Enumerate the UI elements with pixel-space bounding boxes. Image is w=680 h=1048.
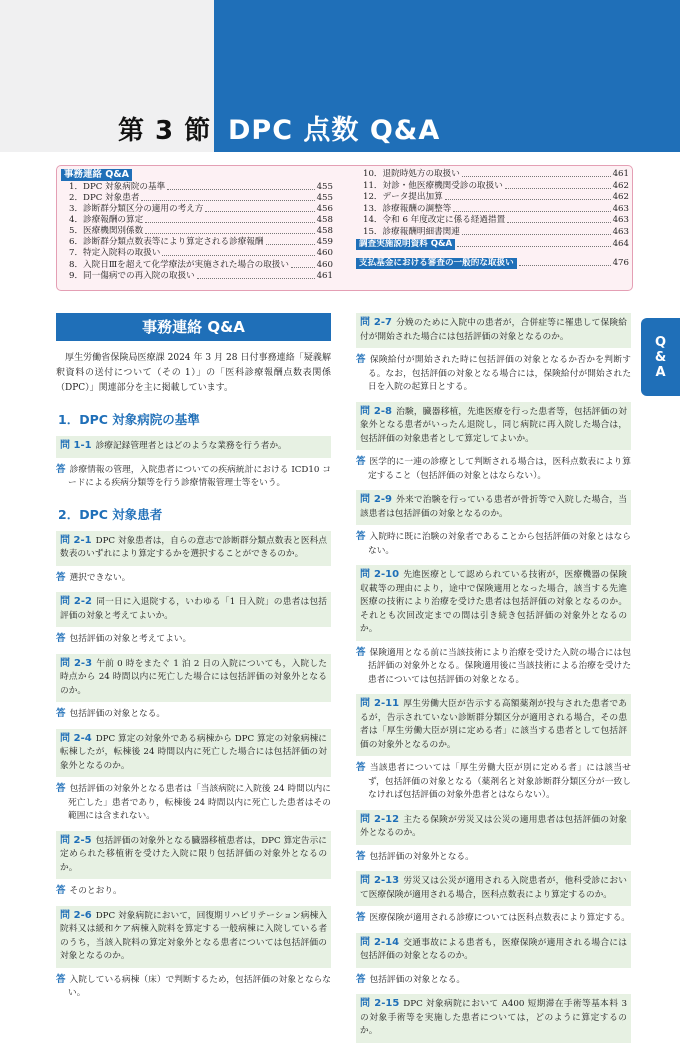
- toc-item[interactable]: 5．医療機関別係数 458: [69, 226, 333, 236]
- toc-heading-shiharai[interactable]: 支払基金における審査の一般的な取扱い 476: [356, 258, 629, 269]
- side-tab-q: Q: [654, 334, 667, 350]
- side-tab-a: A: [655, 364, 666, 380]
- qa-side-tab[interactable]: [641, 318, 680, 396]
- toc-item[interactable]: 3．診断群分類区分の適用の考え方 456: [69, 204, 333, 214]
- answer: 答 入院している病棟（床）で判断するため，包括評価の対象とならない。: [56, 973, 331, 998]
- question-box: 問 2-8 治験，臓器移植，先進医療を行った患者等，包括評価の対象外となる患者がいったん退院し，同じ病院に再入院した場合は，包括評価の対象患者として算定してよいか。: [356, 402, 631, 451]
- subheading-2: 2．DPC 対象患者: [58, 506, 163, 522]
- toc-item[interactable]: 11．対診・他医療機関受診の取扱い 462: [363, 181, 629, 191]
- answer: 答 包括評価の対象と考えてよい。: [56, 633, 192, 644]
- answer: 答 選択できない。: [56, 571, 131, 583]
- question-box: 問 2-4 DPC 算定の対象外である病棟から DPC 算定の対象病棟に転棟したが，転棟後 24 時間以内に死亡した場合には包括評価の対象外となるのか。: [56, 729, 331, 778]
- question-box: 問 2-7 分娩のために入院中の患者が，合併症等に罹患して保険給付が開始された場合には包括評価の対象となるのか。: [356, 313, 631, 348]
- toc-item[interactable]: 6．診断群分類点数表等により算定される診療報酬 459: [69, 237, 333, 247]
- answer: 答 保険給付が開始された時に包括評価の対象となるか否かを判断する。なお，包括評価の対象となる場合には，保険給付が開始された日を入院の起算日とする。: [356, 354, 631, 392]
- question-box: 問 2-1 DPC 対象患者は，自らの意志で診断群分類点数表と医科点数表のいずれにより算定するかを選択することができるのか。: [56, 531, 331, 566]
- left-column: [56, 313, 331, 1008]
- toc-item[interactable]: 14．令和 6 年度改定に係る経過措置 463: [363, 215, 629, 225]
- question-box: 問 2-5 包括評価の対象外となる臓器移植患者は，DPC 算定告示に定められた移植術を受けた入院に限り包括評価の対象外となるのか。: [56, 831, 331, 880]
- answer: 答 包括評価の対象外となる患者は「当該病院に入院後 24 時間以内に死亡した」患者であり，転棟後 24 時間以内に死亡した患者はその範囲には含まれない。: [56, 783, 331, 821]
- subheading-1: 1．DPC 対象病院の基準: [58, 412, 200, 427]
- answer: 答 保険適用となる前に当該技術により治療を受けた入院の場合には包括評価の対象外となる。保険適用後に当該技術による治療を受けた患者については包括評価の対象となる。: [356, 646, 631, 685]
- answer: 答 そのとおり。: [56, 885, 122, 896]
- section-heading: 事務連絡 Q&A: [56, 313, 331, 341]
- answer: 答 包括評価の対象となる。: [56, 708, 166, 719]
- question-box: 問 2-9 外来で治験を行っている患者が骨折等で入院した場合，当該患者は包括評価の対象となるのか。: [356, 490, 631, 525]
- toc-item[interactable]: 13．診療報酬の調整等 463: [363, 204, 629, 214]
- toc-item[interactable]: 1．DPC 対象病院の基準 455: [69, 182, 333, 192]
- question-box: 問 2-15 DPC 対象病院において A400 短期滞在手術等基本料 3 の対象手術等を実施した患者については，どのように算定するのか。: [356, 994, 631, 1043]
- question-box: 問 2-12 主たる保険が労災又は公災の適用患者は包括評価の対象外となるのか。: [356, 810, 631, 845]
- toc-item[interactable]: 12．データ提出加算 462: [363, 192, 629, 202]
- toc-item[interactable]: 9．同一傷病での再入院の取扱い 461: [69, 271, 333, 281]
- question-box: 問 2-10 先進医療として認められている技術が，医療機器の保険収載等の理由により，途中で保険適用となった場合，該当する先進医療の技術により治療を受けた患者は包括評価の対象となるのか。それとも次回改定までの間は引き続き包括評価の対象外となるのか。: [356, 565, 631, 641]
- table-of-contents: [56, 165, 633, 291]
- question-box: 問 2-11 厚生労働大臣が告示する高額薬剤が投与された患者であるが，告示されていない診断群分類区分が適用される場合，その患者は「厚生労働大臣が別に定める者」に該当する患者として包括評価の対象外となるのか。: [356, 694, 631, 756]
- answer: 答 入院時に既に治験の対象者であることから包括評価の対象とはならない。: [356, 531, 631, 556]
- answer: 答 包括評価の対象外となる。: [356, 850, 474, 862]
- question-box: 問 2-3 午前 0 時をまたぐ 1 泊 2 日の入院についても，入院した時点から 24 時間以内に死亡した場合には包括評価の対象外となるのか。: [56, 654, 331, 703]
- section-number: 第 3 節: [118, 116, 212, 146]
- answer: 答 医療保険が適用される診療については医科点数表により算定する。: [356, 912, 630, 923]
- answer: 答 当該患者については「厚生労働大臣が別に定める者」には該当せず，包括評価の対象となる（薬剤名と対象診断群分類区分が一致しなければ包括評価の対象外患者とはならない）。: [356, 762, 631, 800]
- question-box: 問 2-6 DPC 対象病院において，回復期リハビリテーション病棟入院料又は緩和ケア病棟入院料を算定する一般病棟に入院している者のうち，当該入院料の算定対象外となる患者については包括評価の対象となるのか。: [56, 906, 331, 968]
- toc-item[interactable]: 2．DPC 対象患者 455: [69, 193, 333, 203]
- question-box: 問 2-13 労災又は公災が適用される入院患者が，他科受診において医療保険が適用される場合，医科点数表により算定するのか。: [356, 871, 631, 906]
- section-title: DPC 点数 Q&A: [228, 115, 441, 146]
- toc-heading-chousa[interactable]: 調査実施説明資料 Q&A 464: [356, 239, 629, 250]
- question-box: 問 2-14 交通事故による患者も，医療保険が適用される場合には包括評価の対象となるのか。: [356, 933, 631, 968]
- toc-item[interactable]: 10．退院時処方の取扱い 461: [363, 169, 629, 179]
- toc-heading-jimurenraku[interactable]: 事務連絡 Q&A: [61, 169, 132, 181]
- toc-item[interactable]: 4．診療報酬の算定 458: [69, 215, 333, 225]
- right-column: [356, 313, 631, 1048]
- intro-text: 厚生労働省保険局医療課 2024 年 3 月 28 日付事務連絡「疑義解釈資料の送付について（その 1）」の「医科診療報酬点数表関係（DPC）」関連部分を主に掲載しています。: [56, 353, 331, 393]
- answer: 答 包括評価の対象となる。: [356, 973, 466, 985]
- toc-item[interactable]: 7．特定入院料の取扱い 460: [69, 248, 333, 258]
- question-box: 問 2-2 同一日に入退院する，いわゆる「1 日入院」の患者は包括評価の対象と考えてよいか。: [56, 592, 331, 627]
- question-box: 問 1-1 診療記録管理者とはどのような業務を行う者か。: [56, 436, 331, 458]
- side-tab-amp: &: [654, 349, 667, 365]
- answer: 答 診療情報の管理，入院患者についての疾病統計における ICD10 コードによる疾病分類等を行う診療情報管理士等をいう。: [56, 463, 331, 488]
- answer: 答 医学的に一連の診療として判断される場合は，医科点数表により算定すること（包括評価の対象とはならない）。: [356, 456, 631, 481]
- toc-item[interactable]: 15．診療報酬明細書関連 463: [363, 227, 629, 237]
- toc-item[interactable]: 8．入院日Ⅲを超えて化学療法が実施された場合の取扱い 460: [69, 260, 333, 270]
